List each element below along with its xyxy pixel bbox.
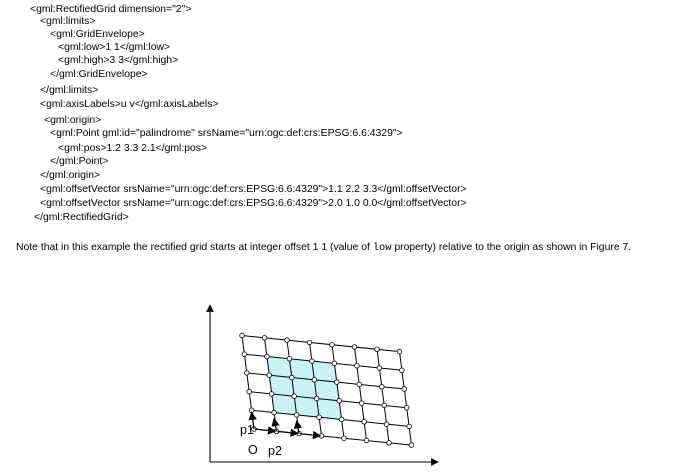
grid-node	[332, 361, 337, 366]
grid-node	[407, 424, 412, 429]
grid-node	[335, 380, 340, 385]
code-line: <gml:high>3 3</gml:high>	[58, 55, 179, 66]
offset-vector-p2-arrow	[255, 429, 276, 431]
grid-node	[380, 384, 385, 389]
grid-node	[409, 443, 414, 448]
grid-node	[339, 417, 344, 422]
code-line: </gml:RectifiedGrid>	[34, 212, 129, 223]
grid-node	[382, 403, 387, 408]
grid-node	[272, 410, 277, 415]
grid-node	[242, 352, 247, 357]
grid-node	[290, 375, 295, 380]
grid-node	[342, 436, 347, 441]
code-line: <gml:Point gml:id="palindrome" srsName="urn:ogc:def:crs:EPSG:6.6:4329">	[50, 128, 403, 139]
grid-node	[364, 438, 369, 443]
code-line: <gml:limits>	[40, 16, 96, 27]
code-line: <gml:RectifiedGrid dimension="2">	[30, 4, 192, 15]
code-line: <gml:pos>1.2 3.3 2.1</gml:pos>	[58, 143, 208, 154]
grid-column-line	[400, 352, 412, 446]
grid-node	[362, 420, 367, 425]
grid-node	[337, 399, 342, 404]
paragraph-code-term: low	[372, 242, 392, 254]
paragraph-text-after: property) relative to the origin as shown in Figure 7.	[391, 242, 632, 253]
grid-node	[352, 345, 357, 350]
code-line: <gml:origin>	[44, 115, 102, 126]
grid-node	[397, 349, 402, 354]
grid-node	[357, 382, 362, 387]
code-line: </gml:GridEnvelope>	[50, 69, 148, 80]
grid-node	[310, 359, 315, 364]
code-line: <gml:low>1 1</gml:low>	[58, 42, 171, 53]
grid-node	[312, 378, 317, 383]
grid-node	[249, 408, 254, 413]
grid-node	[240, 333, 245, 338]
offset-vector-p2-arrow	[300, 434, 321, 436]
grid-node	[267, 373, 272, 378]
code-line: </gml:limits>	[40, 85, 99, 96]
code-line: </gml:origin>	[40, 170, 101, 181]
grid-node	[377, 366, 382, 371]
grid-node	[285, 338, 290, 343]
grid-node	[400, 368, 405, 373]
paragraph-text-before: Note that in this example the rectified grid starts at integer offset 1 1 (value of	[16, 242, 373, 253]
grid-node	[269, 392, 274, 397]
grid-node	[317, 415, 322, 420]
grid-node	[387, 441, 392, 446]
grid-node	[384, 422, 389, 427]
grid-node	[375, 347, 380, 352]
grid-node	[359, 401, 364, 406]
grid-node	[355, 363, 360, 368]
offset-vector-p2-arrow	[278, 431, 299, 433]
p2-label: p2	[268, 444, 282, 458]
code-line: <gml:GridEnvelope>	[50, 29, 145, 40]
grid-node	[330, 342, 335, 347]
code-line: </gml:Point>	[50, 156, 109, 167]
grid-node	[402, 387, 407, 392]
grid-node	[314, 396, 319, 401]
grid-node	[245, 371, 250, 376]
p1-label: p1	[240, 423, 254, 437]
origin-label: O	[248, 443, 258, 457]
grid-column-line	[377, 349, 389, 443]
grid-node	[262, 336, 267, 341]
grid-node	[404, 405, 409, 410]
grid-node	[287, 357, 292, 362]
code-line: <gml:offsetVector srsName="urn:ogc:def:crs:EPSG:6.6:4329">1.1 2.2 3.3</gml:offsetVector>	[40, 184, 467, 195]
grid-node	[307, 340, 312, 345]
grid-node	[294, 413, 299, 418]
code-line: <gml:offsetVector srsName="urn:ogc:def:crs:EPSG:6.6:4329">2.0 1.0 0.0</gml:offsetVector>	[40, 198, 467, 209]
grid-node	[247, 389, 252, 394]
grid-column-line	[355, 347, 367, 441]
code-line: <gml:axisLabels>u v</gml:axisLabels>	[40, 99, 219, 110]
grid-node	[265, 354, 270, 359]
grid-node	[292, 394, 297, 399]
